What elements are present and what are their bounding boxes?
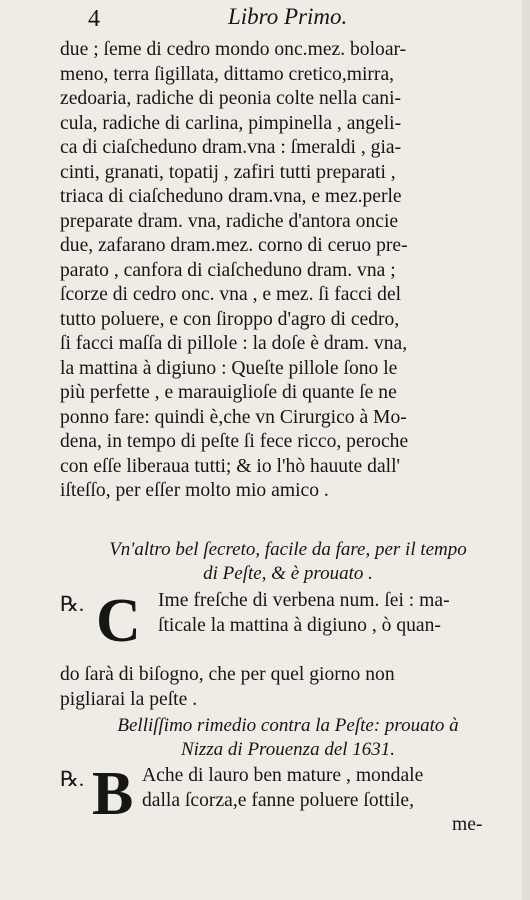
drop-cap: B (92, 760, 134, 828)
text-line: meno, terra ſigillata, dittamo cretico,mirra, (60, 63, 395, 85)
text-line: preparate dram. vna, radiche d'antora oncie (60, 210, 399, 232)
text-line: la mattina à digiuno : Queſte pillole ſono le (60, 357, 398, 379)
drop-cap: C (96, 587, 141, 655)
recipe-text (142, 764, 530, 813)
recipe-heading-line: Belliſſimo rimedio contra la Peſte: prouato à (117, 715, 459, 736)
text-line: dena, in tempo di peſte ſi fece ricco, peroche (60, 431, 409, 452)
running-head: Libro Primo. (228, 4, 348, 29)
recipe-heading-line: Vn'altro bel ſecreto, facile da fare, per il tempo (109, 539, 467, 560)
page-number: 4 (88, 6, 100, 32)
text-line: tutto poluere, e con ſiroppo d'agro di cedro, (60, 308, 400, 330)
text-line: Ime freſche di verbena num. ſei : ma- (158, 590, 450, 611)
text-line: due, zafarano dram.mez. corno di ceruo pre- (60, 235, 408, 256)
text-line: ſticale la mattina à digiuno , ò quan- (158, 614, 441, 636)
text-line: ſcorze di cedro onc. vna , e mez. ſi facci del (60, 284, 402, 305)
recipe-symbol: ℞. (60, 767, 85, 791)
recipe-heading (48, 538, 528, 586)
text-line: do ſarà di biſogno, che per quel giorno non (60, 664, 395, 685)
main-paragraph (60, 38, 504, 504)
text-line: ca di ciaſcheduno dram.vna : ſmeraldi , gia- (60, 137, 402, 158)
text-line: cula, radiche di carlina, pimpinella , angeli- (60, 112, 402, 134)
text-line: Ache di lauro ben mature , mondale (142, 765, 424, 786)
text-line: cinti, granati, topatij , zafiri tutti preparati , (60, 161, 396, 183)
recipe-text (60, 663, 504, 712)
recipe-heading (48, 714, 528, 762)
text-line: più perfette , e marauiglioſe di quante ſe ne (60, 382, 397, 403)
text-line: con eſſe liberaua tutti; & io l'hò hauute dall' (60, 455, 401, 477)
recipe-heading-line: Nizza di Prouenza del 1631. (180, 739, 396, 760)
recipe-symbol: ℞. (60, 592, 85, 616)
text-line: due ; ſeme di cedro mondo onc.mez. boloar- (60, 39, 407, 60)
text-line: ponno fare: quindi è,che vn Cirurgico à Mo- (60, 406, 407, 428)
text-line: parato , canfora di ciaſcheduno dram. vna ; (60, 259, 396, 281)
recipe-text (158, 589, 530, 638)
text-line: ſi facci maſſa di pillole : la doſe è dram. vna, (60, 333, 408, 354)
text-line: dalla ſcorza,e fanne poluere ſottile, (142, 789, 414, 811)
text-line: zedoaria, radiche di peonia colte nella cani- (60, 88, 402, 109)
text-line: iſteſſo, per eſſer molto mio amico . (60, 480, 329, 501)
recipe-heading-line: di Peſte, & è prouato . (203, 563, 373, 584)
text-line: pigliarai la peſte . (60, 688, 198, 710)
text-line: triaca di ciaſcheduno dram.vna, e mez.perle (60, 186, 402, 207)
catchword: me- (452, 814, 483, 835)
